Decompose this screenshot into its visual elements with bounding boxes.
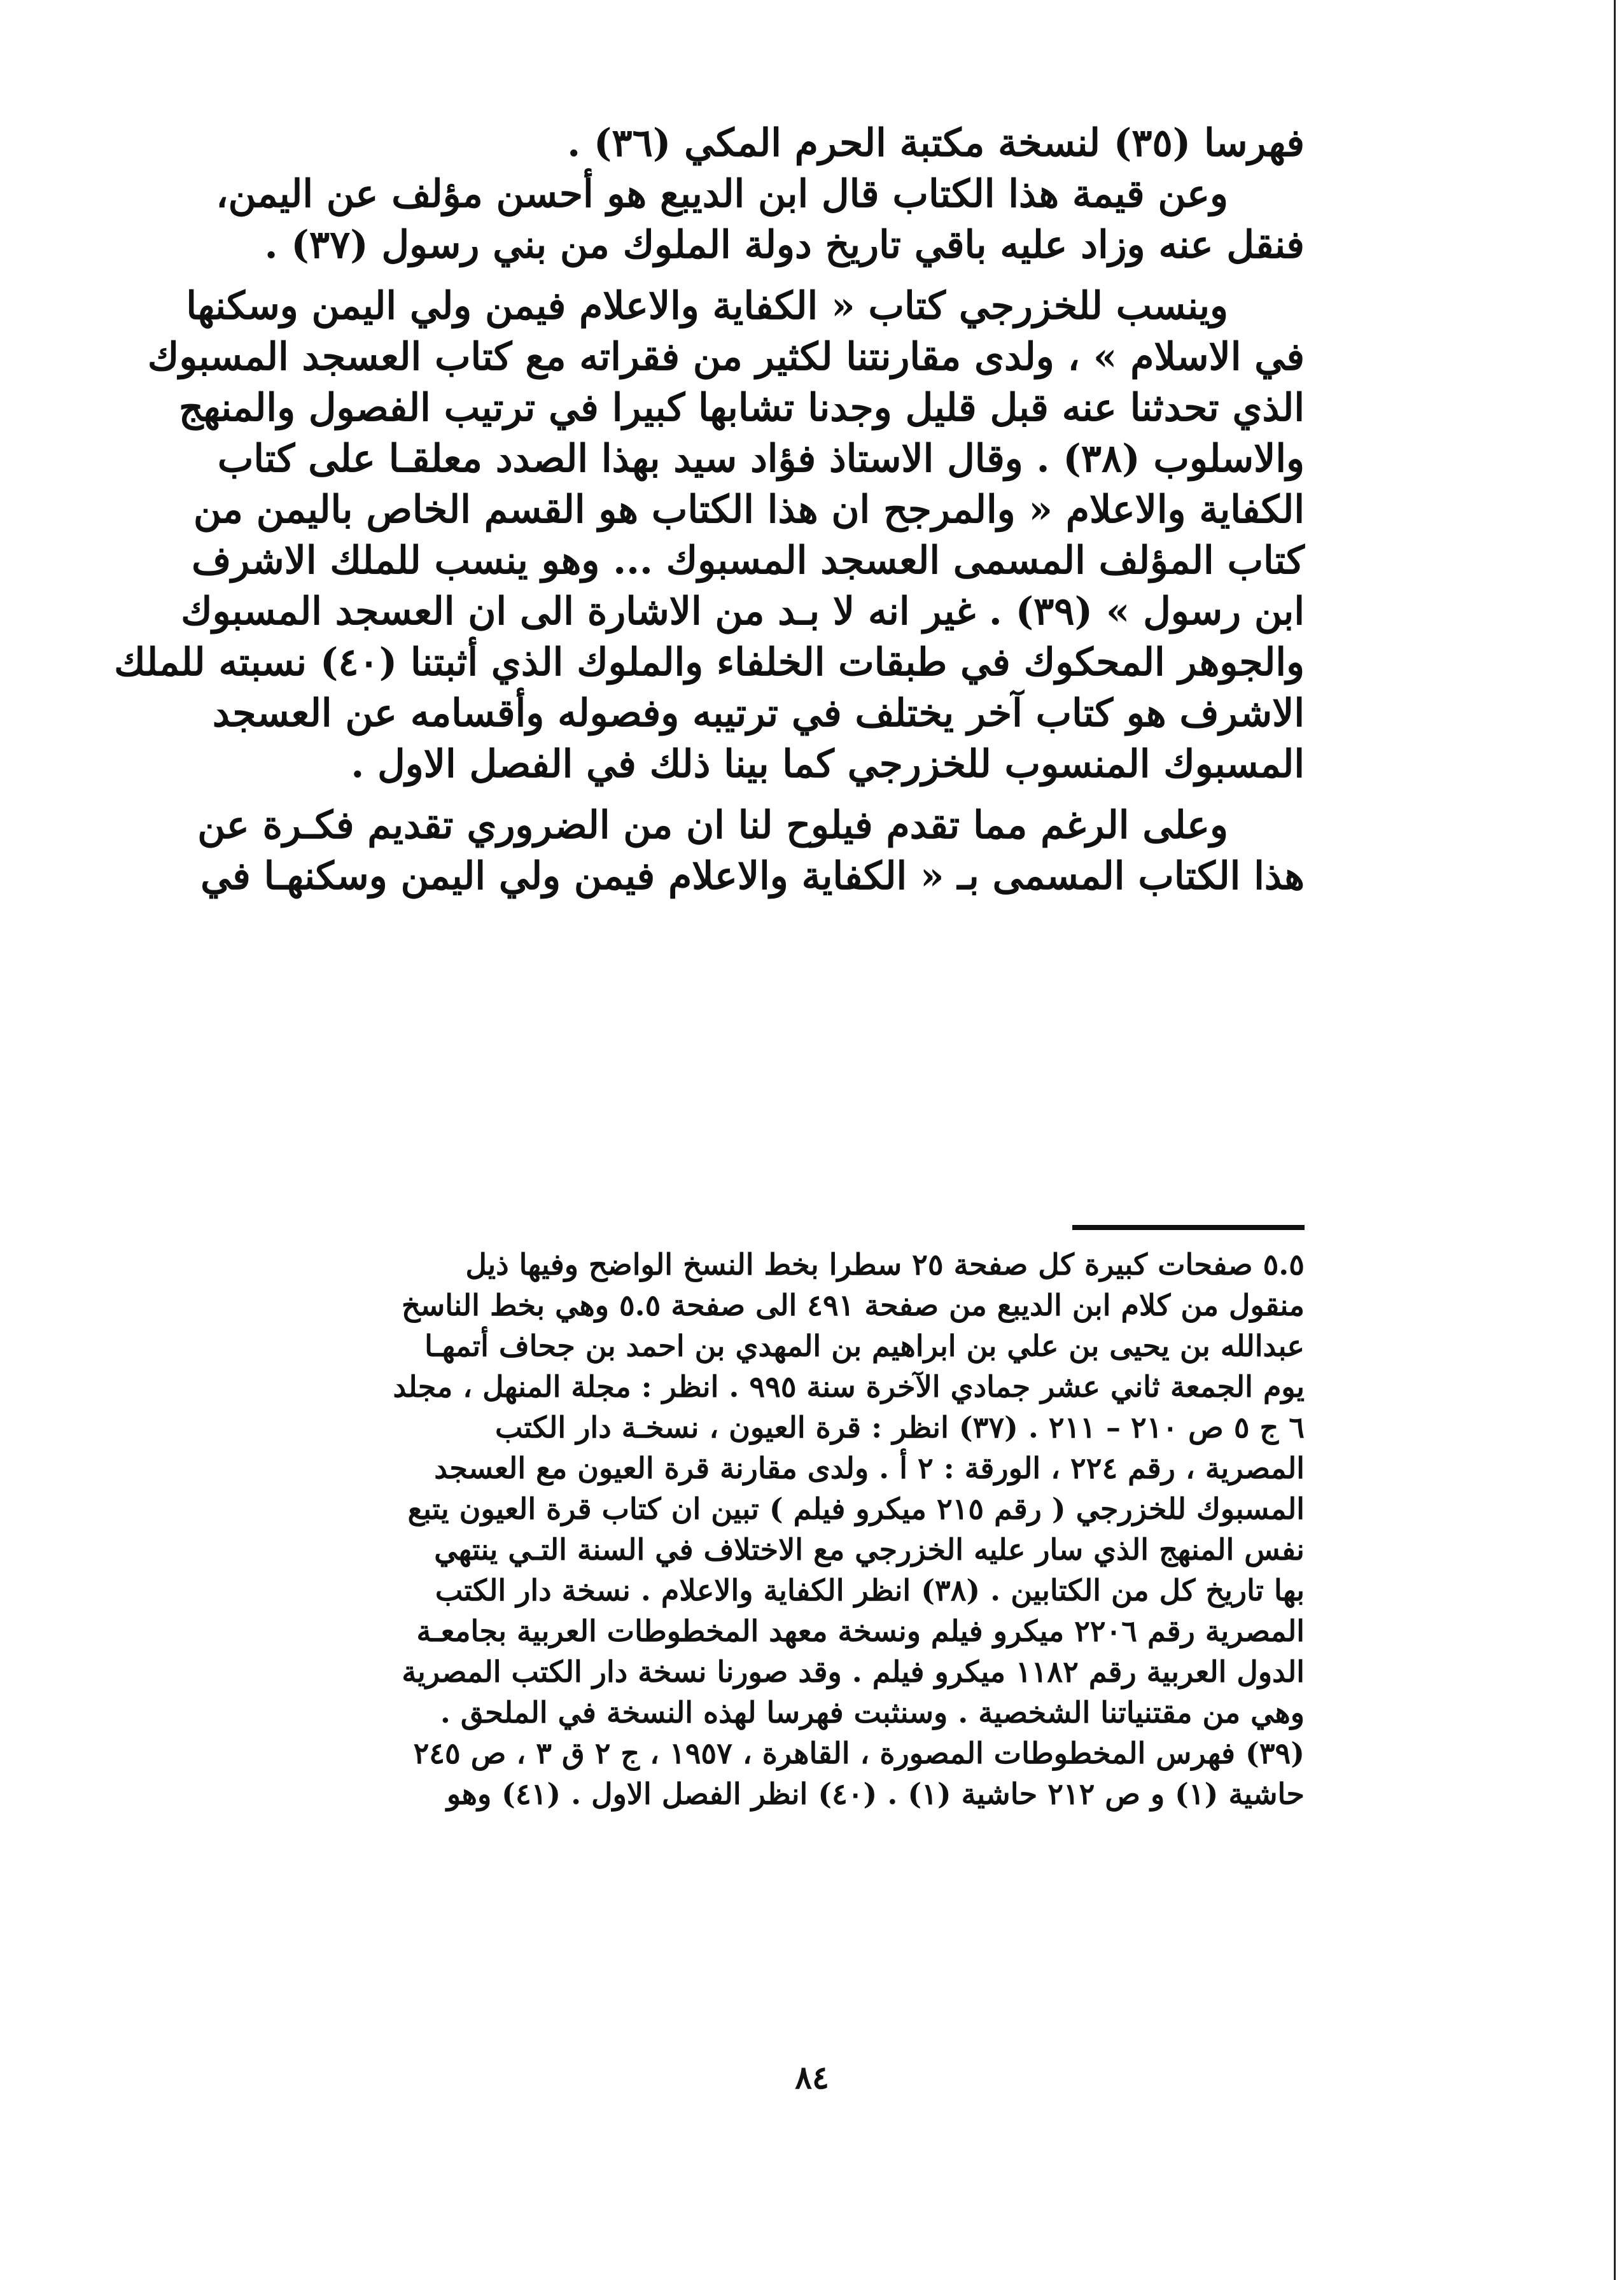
body-line: وعلى الرغم مما تقدم فيلوح لنا ان من الضروري تقديم فكـرة عن [197,803,1228,848]
footnote-line: ٦ ج ٥ ص ٢١٠ – ٢١١ . (٣٧) انظر : قرة العيون ، نسخـة دار الكتب [494,1410,1305,1444]
footnote-separator [1072,1225,1305,1230]
footnote-line: يوم الجمعة ثاني عشر جمادي الآخرة سنة ٩٩٥ . انظر : مجلة المنهل ، مجلد [393,1369,1305,1404]
body-line: كتاب المؤلف المسمى العسجد المسبوك ... وهو ينسب للملك الاشرف [192,538,1305,583]
body-line: المسبوك المنسوب للخزرجي كما بينا ذلك في الفصل الاول . [351,742,1305,787]
page-edge-rule [1614,0,1616,2280]
body-line: والجوهر المحكوك في طبقات الخلفاء والملوك الذي أثبتنا (٤٠) نسبته للملك [114,640,1305,685]
footnote-line: منقول من كلام ابن الديبع من صفحة ٤٩١ الى صفحة ٥.٥ وهي بخط الناسخ [402,1288,1305,1322]
footnote-line: وهي من مقتنياتنا الشخصية . وسنثبت فهرسا لهذه النسخة في الملحق . [440,1695,1305,1730]
page-number: ٨٤ [795,2059,829,2096]
footnote-line: ٥.٥ صفحات كبيرة كل صفحة ٢٥ سطرا بخط النسخ الواضح وفيها ذيل [465,1247,1305,1282]
body-line: فهرسا (٣٥) لنسخة مكتبة الحرم المكي (٣٦) . [567,121,1305,165]
footnote-line: المصرية رقم ٢٢٠٦ ميكرو فيلم ونسخة معهد المخطوطات العربية بجامعـة [416,1614,1305,1648]
body-line: الاشرف هو كتاب آخر يختلف في ترتيبه وفصوله وأقسامه عن العسجد [212,691,1305,736]
footnote-line: المسبوك للخزرجي ( رقم ٢١٥ ميكرو فيلم ) تبين ان كتاب قرة العيون يتبع [407,1492,1305,1526]
footnote-line: حاشية (١) و ص ٢١٢ حاشية (١) . (٤٠) انظر الفصل الاول . (٤١) وهو [446,1777,1305,1811]
body-line: الكفاية والاعلام « والمرجح ان هذا الكتاب هو القسم الخاص باليمن من [193,487,1305,532]
footnote-line: نفس المنهج الذي سار عليه الخزرجي مع الاختلاف في السنة التـي ينتهي [434,1532,1305,1567]
footnote-line: عبدالله بن يحيى بن علي بن ابراهيم بن المهدي بن احمد بن جحاف أتمهـا [424,1329,1305,1363]
body-line: فنقل عنه وزاد عليه باقي تاريخ دولة الملوك من بني رسول (٣٧) . [264,223,1305,267]
footnote-line: (٣٩) فهرس المخطوطات المصورة ، القاهرة ، ١٩٥٧ ، ج ٢ ق ٣ ، ص ٢٤٥ [413,1736,1305,1770]
footnote-line: الدول العربية رقم ١١٨٢ ميكرو فيلم . وقد صورنا نسخة دار الكتب المصرية [402,1654,1305,1689]
body-text [114,118,1305,902]
body-line: وينسب للخزرجي كتاب « الكفاية والاعلام فيمن ولي اليمن وسكنها [186,284,1228,328]
body-line: هذا الكتاب المسمى بـ « الكفاية والاعلام فيمن ولي اليمن وسكنهـا في [200,854,1305,899]
footnotes [153,1244,1305,1814]
footnote-line: بها تاريخ كل من الكتابين . (٣٨) انظر الكفاية والاعلام . نسخة دار الكتب [435,1573,1305,1607]
body-line: في الاسلام » ، ولدى مقارنتنا لكثير من فقراته مع كتاب العسجد المسبوك [147,335,1305,379]
body-line: الذي تحدثنا عنه قبل قليل وجدنا تشابها كبيرا في ترتيب الفصول والمنهج [178,386,1305,430]
footnote-line: المصرية ، رقم ٢٢٤ ، الورقة : ٢ أ . ولدى مقارنة قرة العيون مع العسجد [434,1451,1305,1485]
body-line: وعن قيمة هذا الكتاب قال ابن الديبع هو أحسن مؤلف عن اليمن، [216,172,1228,216]
body-line: والاسلوب (٣٨) . وقال الاستاذ فؤاد سيد بهذا الصدد معلقـا على كتاب [217,437,1305,481]
body-line: ابن رسول » (٣٩) . غير انه لا بـد من الاشارة الى ان العسجد المسبوك [181,589,1305,634]
